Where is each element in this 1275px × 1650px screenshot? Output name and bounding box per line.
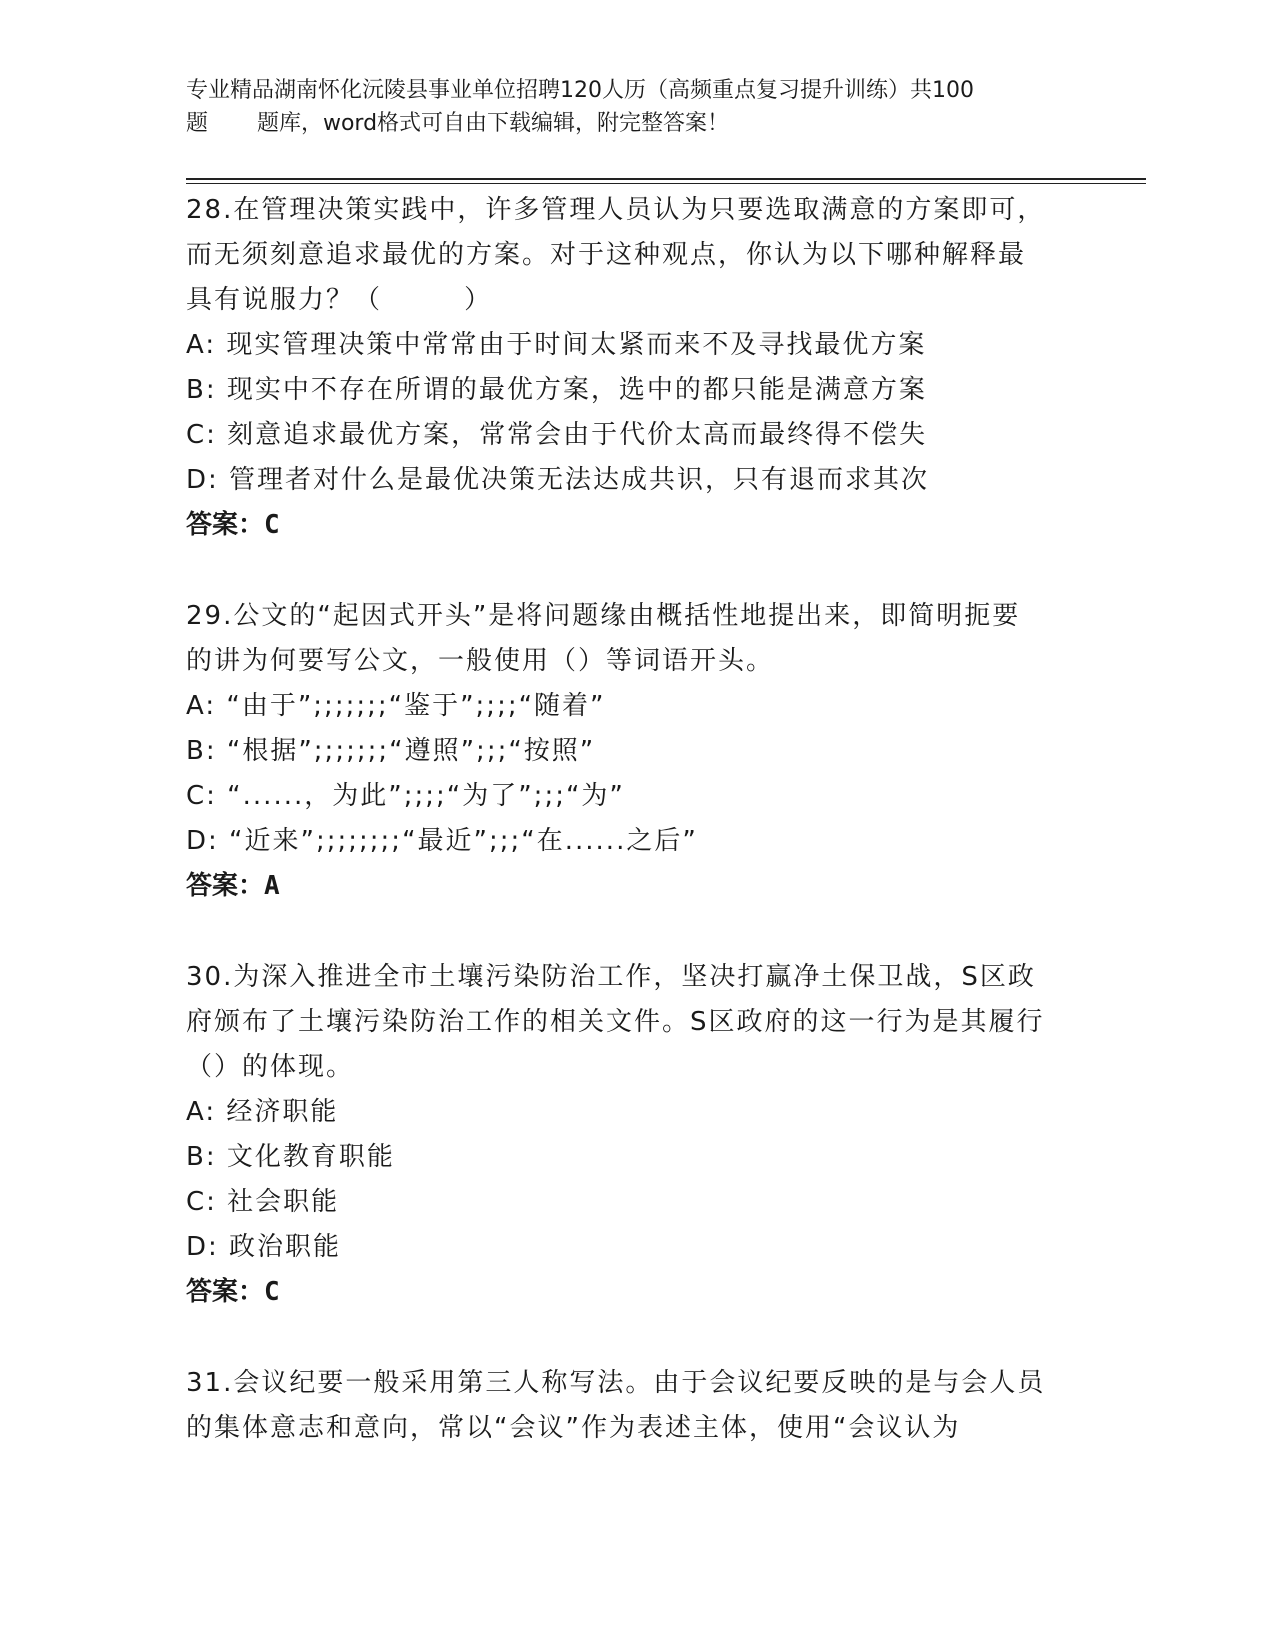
question-28 bbox=[186, 188, 1086, 548]
question-stem: 的讲为何要写公文，一般使用（）等词语开头。 bbox=[186, 646, 775, 676]
option-b: B: “根据”;;;;;;;“遵照”;;;“按照” bbox=[186, 736, 596, 766]
question-stem: 而无须刻意追求最优的方案。对于这种观点，你认为以下哪种解释最 bbox=[186, 240, 1027, 270]
header-rule-thick bbox=[186, 178, 1146, 180]
option-d: D: 政治职能 bbox=[186, 1232, 342, 1262]
header-line-1: 专业精品湖南怀化沅陵县事业单位招聘120人历（高频重点复习提升训练）共100 bbox=[186, 78, 974, 103]
question-stem: 28.在管理决策实践中，许多管理人员认为只要选取满意的方案即可， bbox=[186, 195, 1046, 225]
question-29 bbox=[186, 594, 1086, 909]
question-stem: 的集体意志和意向，常以“会议”作为表述主体，使用“会议认为 bbox=[186, 1413, 961, 1443]
option-b: B: 现实中不存在所谓的最优方案，选中的都只能是满意方案 bbox=[186, 375, 927, 405]
option-d: D: 管理者对什么是最优决策无法达成共识，只有退而求其次 bbox=[186, 465, 930, 495]
question-30 bbox=[186, 955, 1086, 1315]
question-stem: 31.会议纪要一般采用第三人称写法。由于会议纪要反映的是与会人员 bbox=[186, 1368, 1046, 1398]
question-stem: 具有说服力？（ ） bbox=[186, 285, 493, 315]
answer-value: C bbox=[264, 510, 280, 540]
option-b: B: 文化教育职能 bbox=[186, 1142, 395, 1172]
option-c: C: 刻意追求最优方案，常常会由于代价太高而最终得不偿失 bbox=[186, 420, 928, 450]
question-stem: 29.公文的“起因式开头”是将问题缘由概括性地提出来，即简明扼要 bbox=[186, 601, 1021, 631]
header-rule-thin bbox=[186, 183, 1146, 184]
answer-line bbox=[186, 864, 1086, 909]
option-a: A: “由于”;;;;;;;“鉴于”;;;;“随着” bbox=[186, 691, 606, 721]
question-stem: 府颁布了土壤污染防治工作的相关文件。S区政府的这一行为是其履行 bbox=[186, 1007, 1045, 1037]
header-line-2: 题 题库，word格式可自由下载编辑，附完整答案！ bbox=[186, 111, 730, 136]
option-a: A: 现实管理决策中常常由于时间太紧而来不及寻找最优方案 bbox=[186, 330, 927, 360]
answer-value: A bbox=[264, 871, 280, 901]
question-list bbox=[186, 188, 1086, 1497]
answer-line bbox=[186, 1270, 1086, 1315]
answer-label: 答案： bbox=[186, 1277, 265, 1307]
answer-value: C bbox=[264, 1277, 280, 1307]
page-header bbox=[186, 74, 1086, 140]
option-d: D: “近来”;;;;;;;;“最近”;;;“在......之后” bbox=[186, 826, 698, 856]
answer-line bbox=[186, 503, 1086, 548]
option-a: A: 经济职能 bbox=[186, 1097, 339, 1127]
question-stem: 30.为深入推进全市土壤污染防治工作，坚决打赢净土保卫战，S区政 bbox=[186, 962, 1036, 992]
option-c: C: 社会职能 bbox=[186, 1187, 340, 1217]
question-31 bbox=[186, 1361, 1086, 1451]
answer-label: 答案： bbox=[186, 871, 265, 901]
option-c: C: “......，为此”;;;;“为了”;;;“为” bbox=[186, 781, 625, 811]
answer-label: 答案： bbox=[186, 510, 265, 540]
question-stem: （）的体现。 bbox=[186, 1052, 355, 1082]
